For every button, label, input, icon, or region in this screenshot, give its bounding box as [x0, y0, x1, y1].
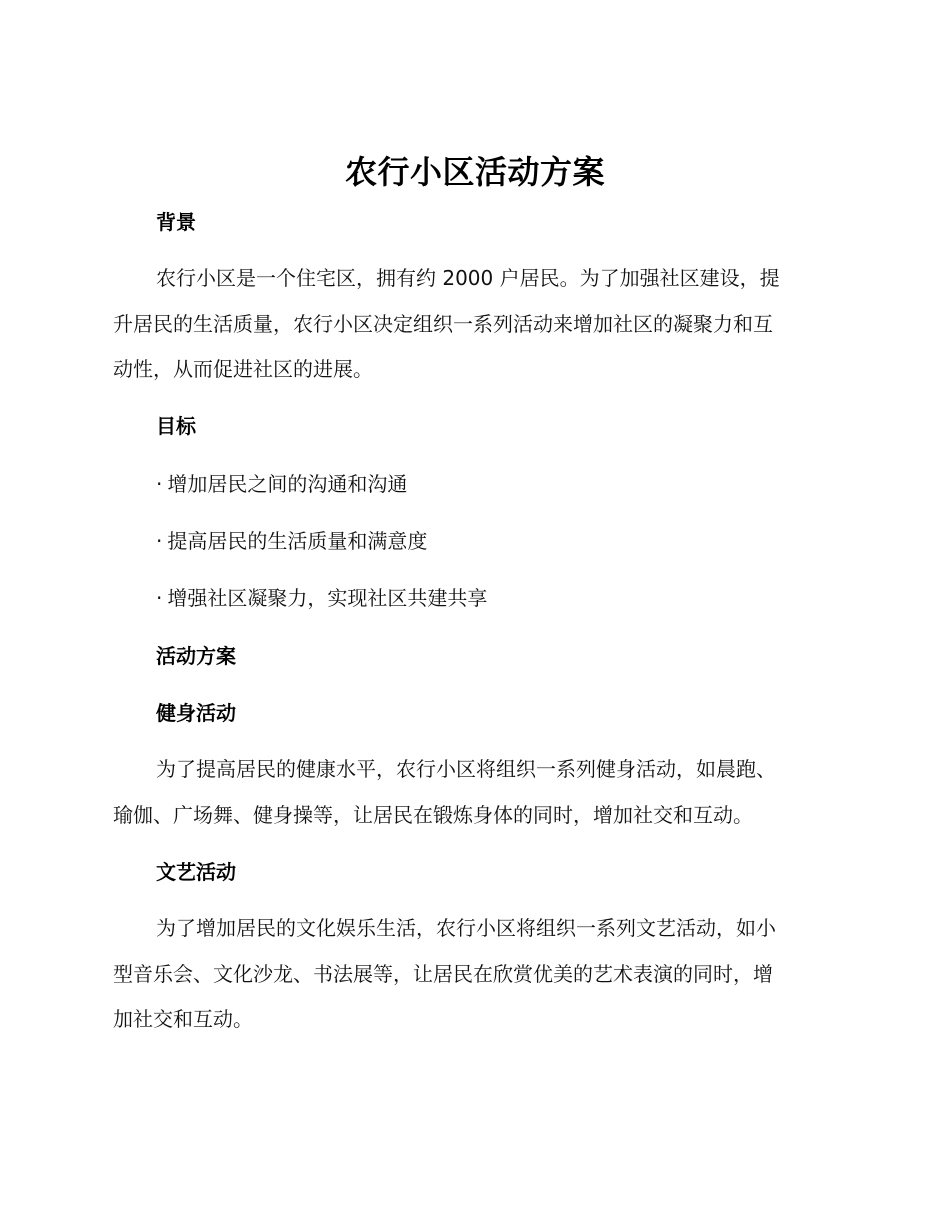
fitness-paragraph — [113, 747, 835, 838]
goal-list-item — [156, 584, 487, 612]
section-heading-background: 背景 — [156, 210, 196, 234]
section-heading-fitness: 健身活动 — [156, 701, 236, 725]
goal-text: 提高居民的生活质量和满意度 — [167, 529, 428, 553]
bullet-marker: · — [156, 529, 163, 553]
bullet-marker: · — [156, 472, 163, 496]
goal-list-item — [156, 527, 427, 555]
paragraph-line: 型音乐会、文化沙龙、书法展等，让居民在欣赏优美的艺术表演的同时，增 — [113, 961, 773, 986]
paragraph-line: 为了提高居民的健康水平，农行小区将组织一系列健身活动，如晨跑、 — [156, 757, 776, 781]
arts-paragraph — [113, 906, 835, 1043]
paragraph-line: 加社交和互动。 — [113, 1007, 253, 1031]
section-heading-arts: 文艺活动 — [156, 860, 236, 884]
paragraph-line: 动性，从而促进社区的进展。 — [113, 357, 373, 381]
bullet-marker: · — [156, 586, 163, 610]
paragraph-line: 农行小区是一个住宅区，拥有约 2000 户居民。为了加强社区建设，提 — [156, 266, 780, 290]
section-heading-plan: 活动方案 — [156, 644, 236, 668]
goal-text: 增加居民之间的沟通和沟通 — [167, 472, 408, 496]
document-title: 农行小区活动方案 — [344, 153, 605, 191]
paragraph-line: 升居民的生活质量，农行小区决定组织一系列活动来增加社区的凝聚力和互 — [113, 311, 773, 336]
paragraph-line: 为了增加居民的文化娱乐生活，农行小区将组织一系列文艺活动，如小 — [156, 916, 776, 940]
background-paragraph — [113, 256, 835, 393]
goal-list-item — [156, 470, 407, 498]
goal-text: 增强社区凝聚力，实现社区共建共享 — [167, 586, 488, 610]
paragraph-line: 瑜伽、广场舞、健身操等，让居民在锻炼身体的同时，增加社交和互动。 — [113, 802, 753, 827]
section-heading-goals: 目标 — [156, 414, 196, 438]
